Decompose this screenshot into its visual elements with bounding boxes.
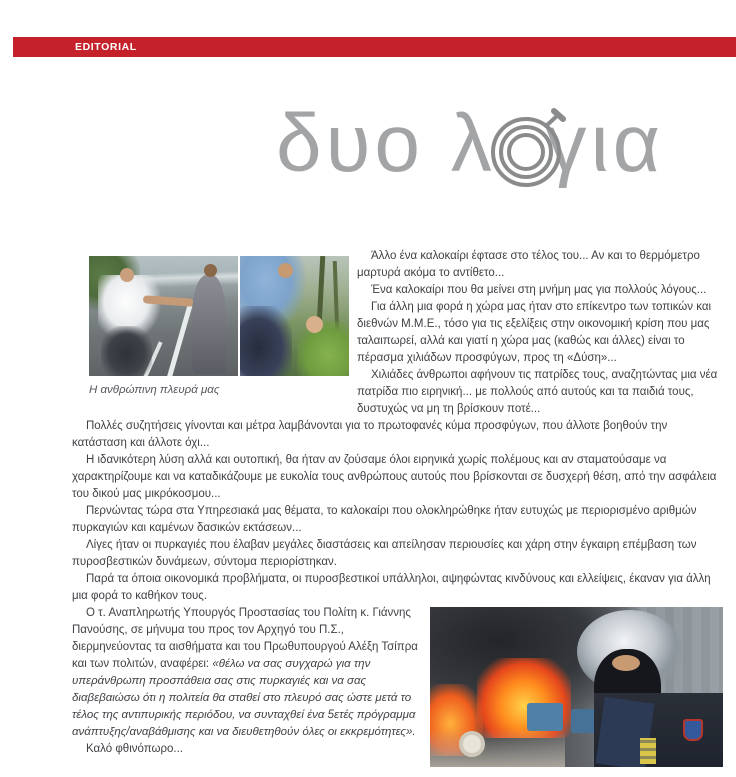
minister-message-quote: «θέλω να σας συγχαρώ για την υπεράνθρωπη προσπάθεια σας στις πυρκαγιές και να σας διαβεβαιώσω ότι η πολιτεία θα σταθεί στο πλευρό σας ώστε μετά το τέλος της αντιπυρικής περιόδου, να συνταχθεί ένα 5ετές πρόγραμμα ανάπτυξης/αναβάθμισης και να διευθετηθούν όλες οι εκκρεμότητες». [72, 658, 416, 738]
article-body [72, 248, 723, 777]
jacket-reflective-stripe [640, 738, 656, 764]
firefighter-eyes [612, 655, 640, 671]
police-officer-pants [101, 326, 152, 376]
paragraph-1: Άλλο ένα καλοκαίρι έφτασε στο τέλος του... Αν και το θερμόμετρο μαρτυρά ακόμα το αντίθετο... [357, 250, 700, 279]
closing-paragraph: Καλό φθινόπωρο... [86, 743, 184, 755]
toddler-figure [297, 321, 349, 376]
paragraph-5: Πολλές συζητήσεις γίνονται και μέτρα λαμβάνονται για το πρωτοφανές κύμα προσφύγων, που άλλοτε βοηθούν την κατάσταση και άλλοτε όχι... [72, 420, 668, 449]
photo-humane-side [89, 256, 349, 399]
paragraph-7: Περνώντας τώρα στα Υπηρεσιακά μας θέματα, το καλοκαίρι που ολοκληρώθηκε ήταν ευτυχώς με περιορισμένο αριθμών πυρκαγιών και καμένων δασικών εκτάσεων... [72, 505, 697, 534]
photo-police-road [89, 256, 238, 376]
debris-area [430, 729, 565, 767]
title-word-2-start: λ [450, 98, 496, 189]
photo-pair [89, 256, 349, 376]
paragraph-3: Για άλλη μια φορά η χώρα μας ήταν στο επίκεντρο των τοπικών και διεθνών Μ.Μ.Ε., τόσο για τις εξελίξεις στην οικονομική κρίση που μας ταλαιπωρεί, αλλά και γιατί η χώρα μας (καθώς και άλλες) είναι το πέρασμα χιλιάδων προσφύγων, προς τη «Δύση»... [357, 301, 712, 364]
paragraph-2: Ένα καλοκαίρι που θα μείνει στη μνήμη μας για πολλούς λόγους... [371, 284, 707, 296]
fire-service-badge [683, 719, 703, 741]
editorial-header-label: EDITORIAL [75, 41, 137, 53]
photo-firefighter [430, 607, 723, 767]
paragraph-6: Η ιδανικότερη λύση αλλά και ουτοπική, θα ήταν αν ζούσαμε όλοι ειρηνικά χωρίς πολέμους και αν σταματούσαμε να χαρακτηρίζουμε και να καταδικάζουμε με ευκολία τους ανθρώπους αυτούς που βρίσκονται σε δυσχερή θέση, από την ασφάλεια του δικού μας μικρόκοσμου... [72, 454, 717, 500]
paragraph-8: Λίγες ήταν οι πυρκαγιές που έλαβαν μεγάλες διαστάσεις και απείλησαν περιουσίες και χάρη στην έγκαιρη επέμβαση των πυροσβεστικών δυνάμεων, σύντομα περιορίστηκαν. [72, 539, 697, 568]
photo-caption: Η ανθρώπινη πλευρά μας [89, 384, 220, 396]
photo-police-child [240, 256, 349, 376]
hose-coil-icon [496, 84, 546, 204]
paragraph-9: Παρά τα όποια οικονομικά προβλήματα, οι πυροσβεστικοί υπάλληλοι, αψηφώντας κινδύνους και ελλείψεις, έκαναν για άλλη μια φορά το καθήκον τους. [72, 573, 711, 602]
title-word-2-end: για [545, 98, 665, 189]
minister-message-intro: Ο τ. Αναπληρωτής Υπουργός Προστασίας του Πολίτη κ. Γιάννης Πανούσης, σε μήνυμα του προς τον Αρχηγό του Π.Σ., διερμηνεύοντας τα αισθήματα και του Πρωθυπουργού Αλέξη Τσίπρα και των πολιτών, αναφέρει: [72, 607, 418, 670]
girl-figure [192, 275, 226, 373]
toddler-head [306, 316, 323, 333]
blue-barrel [527, 703, 563, 731]
paragraph-4: Χιλιάδες άνθρωποι αφήνουν τις πατρίδες τους, αναζητώντας μια νέα πατρίδα πιο ειρηνική... με πολλούς από αυτούς και τα παιδιά τους, δυστυχώς να μη τη βρίσκουν ποτέ... [357, 369, 718, 415]
page-title [240, 84, 700, 214]
editorial-header-bar [13, 37, 736, 57]
officer-dark-uniform [240, 306, 292, 376]
blue-barrel-2 [571, 709, 597, 733]
title-word-1: δυο [275, 98, 425, 189]
